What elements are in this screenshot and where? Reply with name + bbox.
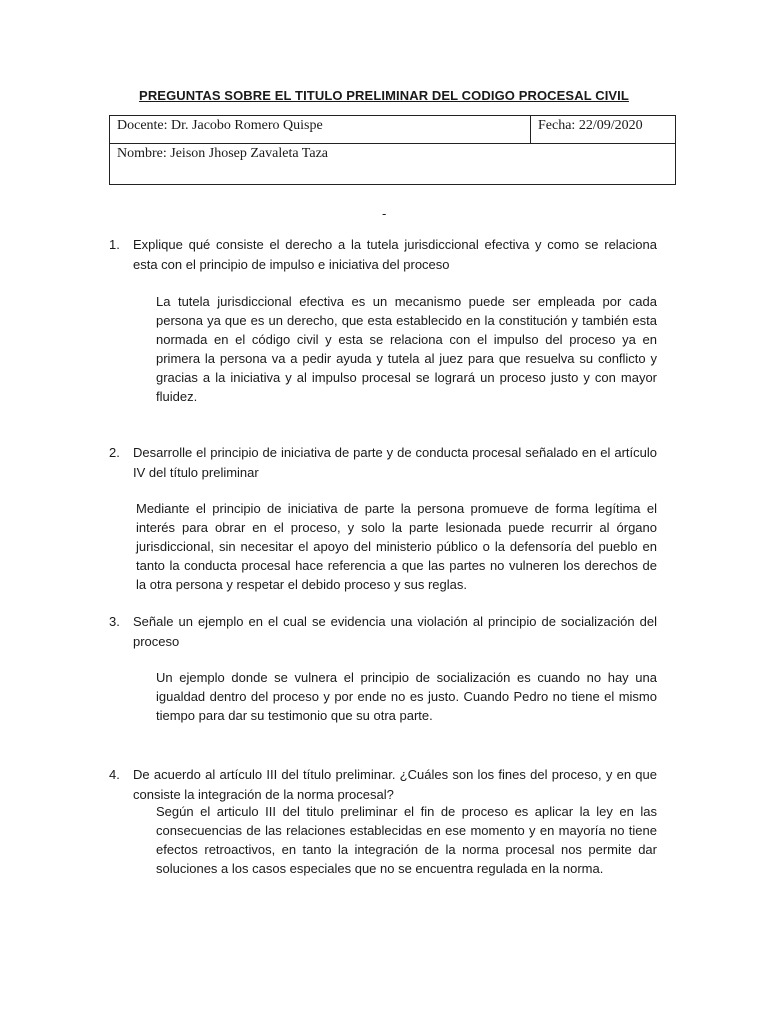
question-text: Desarrolle el principio de iniciativa de parte y de conducta procesal señalado en el artículo IV del título preliminar	[133, 445, 657, 480]
question-text: Explique qué consiste el derecho a la tutela jurisdiccional efectiva y como se relaciona esta con el principio de impulso e iniciativa del proceso	[133, 237, 657, 272]
question-number: 3.	[109, 614, 120, 629]
question-text: De acuerdo al artículo III del título preliminar. ¿Cuáles son los fines del proceso, y en que consiste la integración de la norma procesal?	[133, 767, 657, 802]
question-3	[109, 612, 657, 652]
fecha-cell: Fecha: 22/09/2020	[531, 116, 676, 144]
question-number: 4.	[109, 767, 120, 782]
docente-cell: Docente: Dr. Jacobo Romero Quispe	[110, 116, 531, 144]
question-number: 1.	[109, 237, 120, 252]
question-number: 2.	[109, 445, 120, 460]
question-1	[109, 235, 657, 275]
answer-1: La tutela jurisdiccional efectiva es un mecanismo puede ser empleada por cada persona ya que es un derecho, que esta establecido en la constitución y también esta normada en el código civil y esta se relaciona con el impulso del proceso ya en primera la persona va a pedir ayuda y tutela al juez para que resuelva su conflicto y gracias a la iniciativa y al impulso procesal se logrará un proceso justo y con mayor fluidez.	[156, 294, 657, 404]
question-4	[109, 765, 657, 805]
separator-dash: -	[382, 206, 387, 221]
info-table	[109, 115, 676, 185]
question-2	[109, 443, 657, 483]
answer-4: Según el articulo III del titulo preliminar el fin de proceso es aplicar la ley en las consecuencias de las relaciones establecidas en ese momento y en mayoría no tiene efectos retroactivos, en tanto la integración de la norma procesal nos permite dar soluciones a los casos especiales que no se encuentra regulada en la norma.	[156, 804, 657, 876]
document-title: PREGUNTAS SOBRE EL TITULO PRELIMINAR DEL CODIGO PROCESAL CIVIL	[139, 88, 629, 103]
question-text: Señale un ejemplo en el cual se evidencia una violación al principio de socialización del proceso	[133, 614, 657, 649]
answer-2: Mediante el principio de iniciativa de parte la persona promueve de forma legítima el interés para obrar en el proceso, y solo la parte lesionada puede recurrir al órgano jurisdiccional, sin necesitar el apoyo del ministerio público o la defensoría del pueblo en tanto la conducta procesal hace referencia a que las partes no vulneren los derechos de la otra persona y respetar el debido proceso y sus reglas.	[136, 501, 657, 592]
answer-3: Un ejemplo donde se vulnera el principio de socialización es cuando no hay una igualdad dentro del proceso y por ende no es justo. Cuando Pedro no tiene el mismo tiempo para dar su testimonio que su otra parte.	[156, 670, 657, 723]
nombre-cell: Nombre: Jeison Jhosep Zavaleta Taza	[110, 144, 676, 185]
